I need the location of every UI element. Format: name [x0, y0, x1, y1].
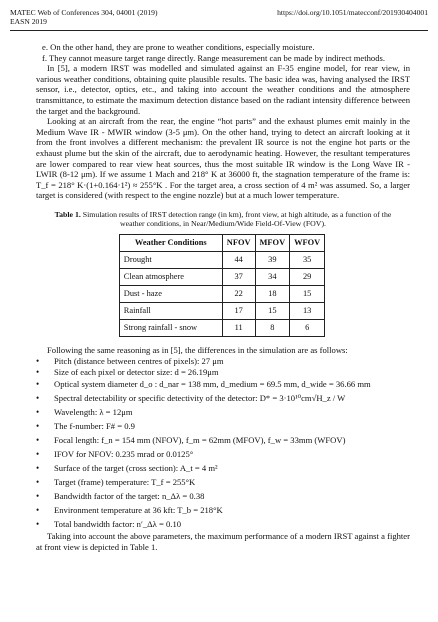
list-item: • Size of each pixel or detector size: d = 26.19μm	[36, 367, 410, 378]
list-item: • Spectral detectability or specific detectivity of the detector: D* = 3·10¹⁰cm√H_z / W	[36, 391, 410, 405]
table-caption-label: Table 1.	[54, 209, 81, 219]
table-cell: 29	[290, 269, 325, 286]
table-header-cell: WFOV	[290, 235, 325, 252]
table-cell: Rainfall	[119, 303, 222, 320]
list-item: • Pitch (distance between centres of pixels): 27 μm	[36, 356, 410, 367]
table-row	[119, 320, 324, 337]
list-item: • Optical system diameter d_o : d_nar = 138 mm, d_medium = 69.5 mm, d_wide = 36.66 mm	[36, 377, 410, 391]
list-item: • Environment temperature at 36 kft: T_b = 218°K	[36, 503, 410, 517]
list-item: • IFOV for NFOV: 0.235 mrad or 0.0125°	[36, 447, 410, 461]
table-cell: 37	[222, 269, 255, 286]
list-item: • Total bandwidth factor: n′_Δλ = 0.10	[36, 517, 410, 531]
list-item: • Focal length: f_n = 154 mm (NFOV), f_m = 62mm (MFOV), f_w = 33mm (WFOV)	[36, 433, 410, 447]
journal-info	[10, 9, 158, 26]
journal-name: MATEC Web of Conferences 304, 04001 (2019)	[10, 8, 158, 17]
list-item: • The f-number: F# = 0.9	[36, 419, 410, 433]
list-item: • Wavelength: λ = 12μm	[36, 405, 410, 419]
table-cell: 8	[255, 320, 290, 337]
table-wrapper	[94, 234, 350, 337]
paragraph-conclusion: Taking into account the above parameters, the maximum performance of a modern IRST against a fighter at front view is depicted in Table 1.	[36, 531, 410, 552]
table-row	[119, 303, 324, 320]
paragraph-differences: Following the same reasoning as in [5], the differences in the simulation are as follows:	[47, 345, 348, 356]
table-row	[119, 286, 324, 303]
list-item-f: f. They cannot measure target range directly. Range measurement can be made by indirect methods.	[42, 52, 385, 63]
header-divider	[10, 30, 428, 31]
table-cell: 44	[222, 252, 255, 269]
list-item: • Bandwidth factor of the target: n_Δλ = 0.38	[36, 489, 410, 503]
table-cell: Dust - haze	[119, 286, 222, 303]
table-cell: 18	[255, 286, 290, 303]
table-cell: 15	[255, 303, 290, 320]
table-cell: 35	[290, 252, 325, 269]
paragraph-front-view: Looking at an aircraft from the rear, the engine “hot parts” and the exhaust plumes emit mainly in the Medium Wave IR - MWIR window (3-5 μm). On the other hand, trying to detect an aircraft looking at it from the front involves a different mechanism: the prevalent IR source is not the engine hot parts or the exhaust plume but the skin of the aircraft, due to aerodynamic heating. However, the resultant temperatures are lower compared to rear view heat sources, thus the most suitable IR window is the Long Wave IR - LWIR (8-12 μm). If we assume 1 Mach and 218° K at 36000 ft, the stagnation temperature of the frame is: T_f = 218° K·(1+0.164·1²) ≈ 255°K . For the target area, a cross section of 4 m² was assumed. So, a larger target is considered (with respect to the engine nozzle) but at a much lower temperature.	[36, 116, 410, 201]
table-caption	[48, 210, 398, 228]
table-cell: 34	[255, 269, 290, 286]
table-cell: Clean atmosphere	[119, 269, 222, 286]
list-item: • Target (frame) temperature: T_f = 255°K	[36, 475, 410, 489]
page-body	[36, 42, 410, 552]
table-cell: 15	[290, 286, 325, 303]
table-cell: 17	[222, 303, 255, 320]
table-cell: 6	[290, 320, 325, 337]
table-cell: 39	[255, 252, 290, 269]
parameter-list	[36, 356, 410, 531]
table-cell: 22	[222, 286, 255, 303]
table-row	[119, 269, 324, 286]
table-header-row	[119, 235, 324, 252]
table-caption-text: Simulation results of IRST detection range (in km), front view, at high altitude, as a function of the weather conditions, in Near/Medium/Wide Field-Of-View (FOV).	[82, 209, 392, 229]
doi-link[interactable]: https://doi.org/10.1051/matecconf/201930404001	[277, 8, 428, 17]
table-cell: 11	[222, 320, 255, 337]
table-cell: Strong rainfall - snow	[119, 320, 222, 337]
table-header-cell: MFOV	[255, 235, 290, 252]
paragraph-irst-model: In [5], a modern IRST was modelled and simulated against an F-35 engine model, for rear view, in various weather conditions, obtaining quite plausible results. The basic idea was, having analysed the IRST sensor, i.e., detector, optics, etc., and taking into account the weather conditions and the atmosphere transmittance, to estimate the maximum detection distance based on the radiant intensity difference between the target and the background.	[36, 63, 410, 116]
table-header-cell: Weather Conditions	[119, 235, 222, 252]
table-row	[119, 252, 324, 269]
results-table	[119, 234, 325, 337]
list-item: • Surface of the target (cross section): A_t = 4 m²	[36, 461, 410, 475]
table-cell: 13	[290, 303, 325, 320]
table-header-cell: NFOV	[222, 235, 255, 252]
list-item-e: e. On the other hand, they are prone to weather conditions, especially moisture.	[42, 42, 315, 52]
conference-name: EASN 2019	[10, 16, 47, 26]
table-cell: Drought	[119, 252, 222, 269]
